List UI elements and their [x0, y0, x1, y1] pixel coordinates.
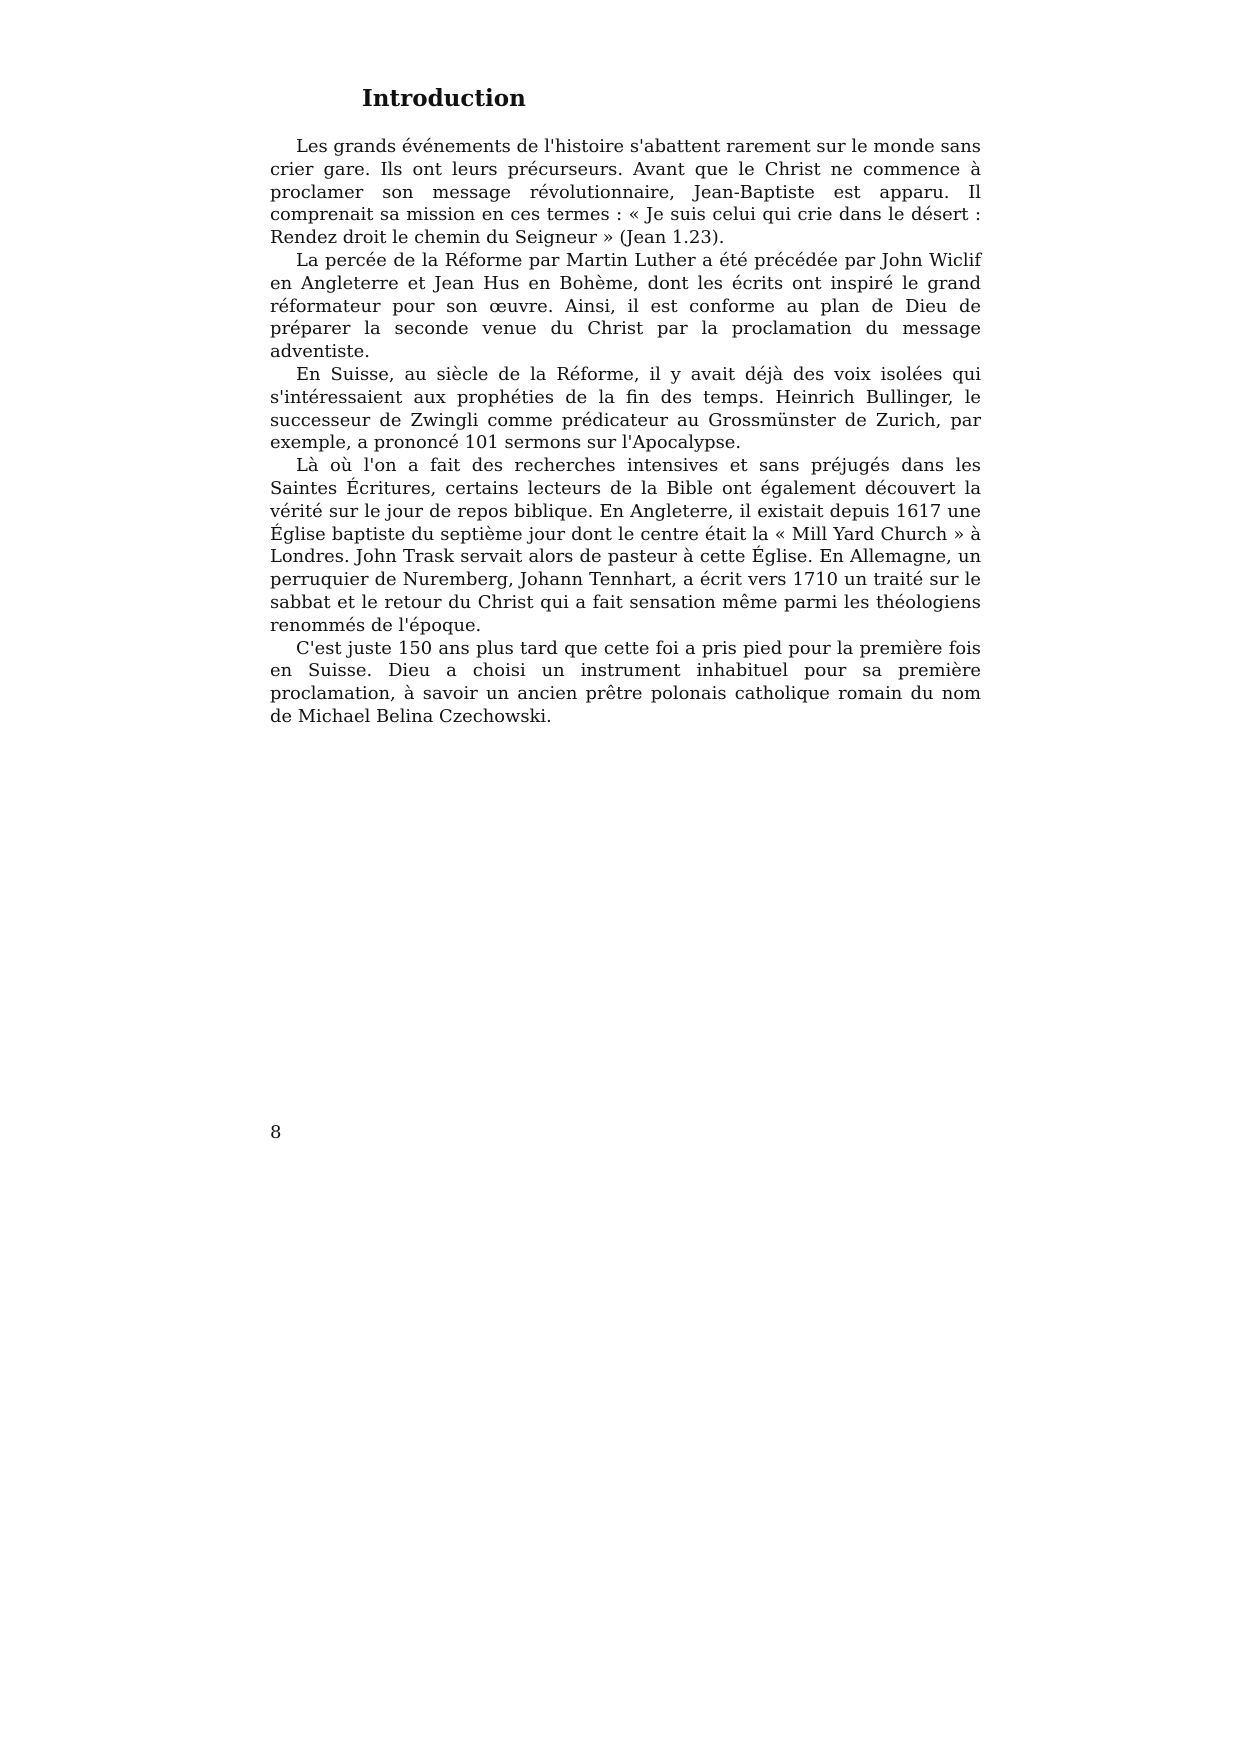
body-text: [270, 136, 981, 729]
paragraph-2: La percée de la Réforme par Martin Luther a été précédée par John Wiclif en Angleterre et Jean Hus en Bohème, dont les écrits ont inspiré le grand réformateur pour son œuvre. Ainsi, il est conforme au plan de Dieu de préparer la seconde venue du Christ par la proclamation du message adventiste.: [270, 249, 981, 363]
paragraph-4: Là où l'on a fait des recherches intensives et sans préjugés dans les Saintes Écritures, certains lecteurs de la Bible ont également découvert la vérité sur le jour de repos biblique. En Angleterre, il existait depuis 1617 une Église baptiste du septième jour dont le centre était la « Mill Yard Church » à Londres. John Trask servait alors de pasteur à cette Église. En Allemagne, un perruquier de Nuremberg, Johann Tennhart, a écrit vers 1710 un traité sur le sabbat et le retour du Christ qui a fait sensation même parmi les théologiens renommés de l'époque.: [270, 455, 981, 636]
paragraph-1: Les grands événements de l'histoire s'abattent rarement sur le monde sans crier gare. Ils ont leurs précurseurs. Avant que le Christ ne commence à proclamer son message révolutionnaire, Jean-Baptiste est apparu. Il comprenait sa mission en ces termes : « Je suis celui qui crie dans le désert : Rendez droit le chemin du Seigneur » (Jean 1.23).: [270, 136, 981, 249]
page-title: Introduction: [362, 85, 526, 112]
paragraph-3: En Suisse, au siècle de la Réforme, il y avait déjà des voix isolées qui s'intéressaient aux prophéties de la fin des temps. Heinrich Bullinger, le successeur de Zwingli comme prédicateur au Grossmünster de Zurich, par exemple, a prononcé 101 sermons sur l'Apocalypse.: [270, 363, 981, 454]
paragraph-5: C'est juste 150 ans plus tard que cette foi a pris pied pour la première fois en Suisse. Dieu a choisi un instrument inhabituel pour sa première proclamation, à savoir un ancien prêtre polonais catholique romain du nom de Michael Belina Czechowski.: [270, 637, 981, 727]
page-number: 8: [270, 1122, 282, 1143]
